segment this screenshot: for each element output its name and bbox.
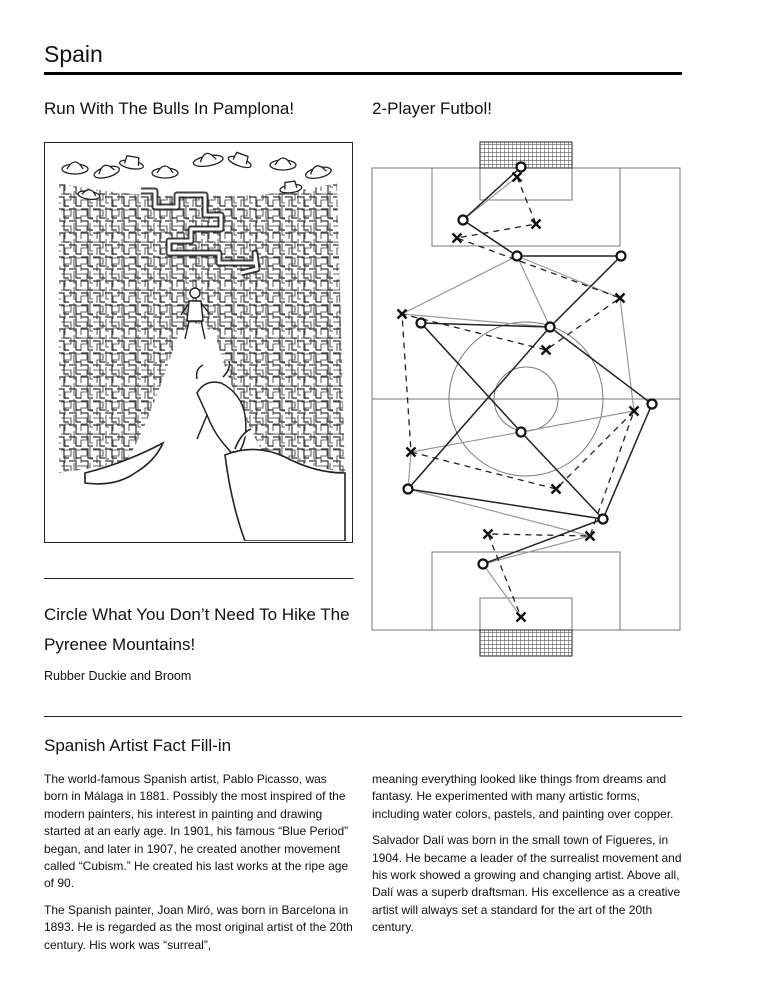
- o-player-marker[interactable]: [648, 400, 657, 409]
- futbol-section-title: 2-Player Futbol!: [372, 99, 492, 118]
- section-divider: [44, 578, 353, 579]
- futbol-field[interactable]: [370, 140, 682, 658]
- picasso-paragraph: The world-famous Spanish artist, Pablo Picasso, was born in Málaga in 1881. Possibly the most inspired of the modern painters, his interest in painting and drawing started at an early age. In 1901, his famous “Blue Period” began, and later in 1907, he created another movement called “Cubism.” He created his last works at the ripe age of 90.: [44, 772, 349, 891]
- artist-section-title: Spanish Artist Fact Fill-in: [44, 736, 232, 755]
- o-team-pass-line: [408, 167, 652, 564]
- o-player-marker[interactable]: [404, 485, 413, 494]
- o-player-marker[interactable]: [517, 163, 526, 172]
- x-player-marker[interactable]: [552, 485, 561, 494]
- o-player-marker[interactable]: [517, 428, 526, 437]
- x-player-marker[interactable]: [484, 530, 493, 539]
- x-player-marker[interactable]: [517, 613, 526, 622]
- artist-text-left-column: [44, 771, 354, 963]
- x-player-marker[interactable]: [453, 234, 462, 243]
- o-player-marker[interactable]: [513, 252, 522, 261]
- bulls-maze-puzzle[interactable]: [44, 142, 353, 543]
- o-player-marker[interactable]: [417, 319, 426, 328]
- x-player-marker[interactable]: [586, 532, 595, 541]
- field-markings: [372, 168, 680, 630]
- pyrenees-section-title: Circle What You Don’t Need To Hike The Pyrenee Mountains!: [44, 605, 350, 654]
- dali-paragraph: Salvador Dalí was born in the small town of Figueres, in 1904. He became a leader of the surrealist movement and his work showed a growing and changing artist. Above all, Dalí was a superb draftsman. His excellence as a creative artist will always set a standard for the art of the 20th century.: [372, 833, 682, 935]
- x-player-marker[interactable]: [542, 346, 551, 355]
- artist-text-right-column: [372, 771, 682, 946]
- x-player-marker[interactable]: [532, 220, 541, 229]
- x-player-marker[interactable]: [513, 173, 522, 182]
- o-player-marker[interactable]: [479, 560, 488, 569]
- o-player-marker[interactable]: [459, 216, 468, 225]
- miro-paragraph: The Spanish painter, Joan Miró, was born in Barcelona in 1893. He is regarded as the most original artist of the 20th century. His work was “surreal”,: [44, 902, 353, 952]
- bulls-section-title: Run With The Bulls In Pamplona!: [44, 99, 295, 118]
- artist-section-divider: [44, 716, 682, 717]
- o-player-marker[interactable]: [599, 515, 608, 524]
- top-goal-net: [480, 142, 572, 168]
- o-player-marker[interactable]: [617, 252, 626, 261]
- title-rule: [44, 72, 682, 75]
- bottom-goal-net: [480, 630, 572, 656]
- page-title: Spain: [44, 41, 103, 67]
- pyrenees-answer: Rubber Duckie and Broom: [44, 669, 192, 683]
- maze-illustration: [45, 143, 351, 541]
- o-player-marker[interactable]: [546, 323, 555, 332]
- miro-paragraph-continued: meaning everything looked like things from dreams and fantasy. He experimented with many artistic forms, including water colors, pastels, and painting over copper.: [372, 772, 674, 821]
